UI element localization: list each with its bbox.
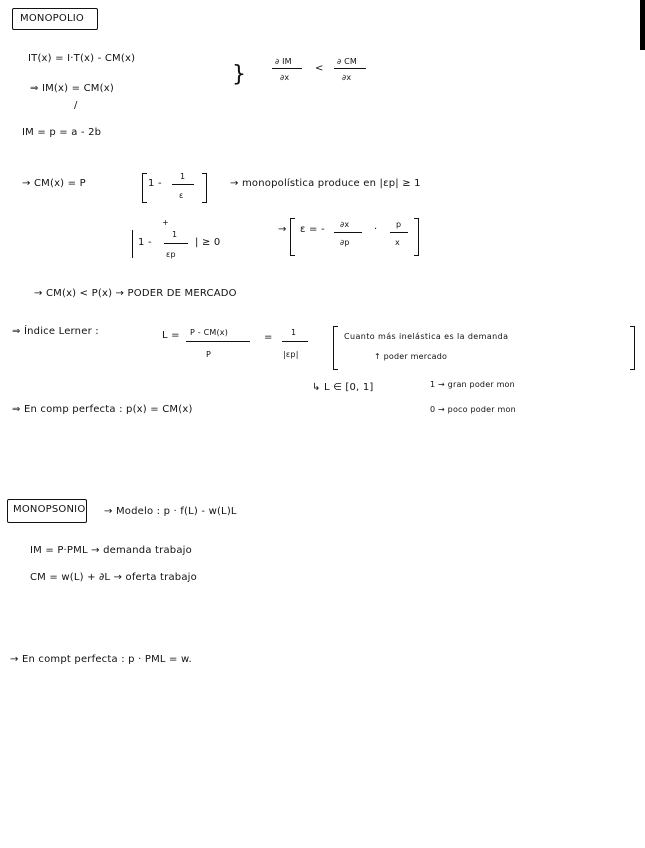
perfect-competition-2: → En compt perfecta : p · PML = w.: [10, 654, 192, 665]
note-bracket-left: [333, 326, 338, 370]
lerner-num2: 1: [291, 328, 297, 337]
frac-a-bar: [172, 184, 194, 185]
eps-dot: ·: [374, 224, 378, 235]
labor-demand: IM = P·PML → demanda trabajo: [30, 545, 192, 556]
bracket-left-a: [142, 173, 147, 203]
lerner-range: ↳ L ∈ [0, 1]: [312, 382, 374, 393]
abs-left: [132, 230, 133, 258]
equation-cm-p: → CM(x) = P: [22, 178, 86, 189]
bracket-right-eps: [414, 218, 419, 256]
bracket-right-a: [202, 173, 207, 203]
lerner-den: P: [206, 350, 212, 359]
eps-lhs: ε = -: [300, 224, 325, 235]
bracket-left-eps: [290, 218, 295, 256]
ineq-lhs-num: ∂ IM: [275, 57, 292, 66]
mark-slash: /: [74, 100, 78, 111]
lerner-num: P - CM(x): [190, 328, 229, 337]
note-power: ↑ poder mercado: [374, 352, 448, 361]
small-arrow: +: [162, 218, 169, 227]
one-minus-b: 1 -: [138, 237, 152, 248]
brace: }: [232, 62, 247, 87]
note-bracket-right: [630, 326, 635, 370]
lerner-L: L =: [162, 330, 180, 341]
ineq-rhs-num: ∂ CM: [337, 57, 357, 66]
frac-b-den: εp: [166, 250, 176, 259]
market-power: → CM(x) < P(x) → PODER DE MERCADO: [34, 288, 237, 299]
eps-bar: [334, 232, 362, 233]
lerner-high: 1 → gran poder mon: [430, 380, 515, 389]
abs-right-geq: | ≥ 0: [195, 237, 221, 248]
frac-a-den: ε: [179, 191, 184, 200]
ineq-rhs-bar: [334, 68, 366, 69]
ineq-rhs-den: ∂x: [342, 73, 352, 82]
equation-it: IT(x) = I·T(x) - CM(x): [28, 53, 136, 64]
frac-b-num: 1: [172, 230, 178, 239]
eps-bar2: [390, 232, 408, 233]
page-edge-mark: [640, 0, 645, 50]
equation-im-cm: ⇒ IM(x) = CM(x): [30, 83, 114, 94]
lerner-den2: |εp|: [283, 350, 299, 359]
perfect-competition-1: ⇒ En comp perfecta : p(x) = CM(x): [12, 404, 193, 415]
equation-im-p: IM = p = a - 2b: [22, 127, 102, 138]
note-inelastic: Cuanto más inelástica es la demanda: [344, 332, 509, 341]
monopoly-produces: → monopolística produce en |εp| ≥ 1: [230, 178, 421, 189]
lerner-index-label: ⇒ Índice Lerner :: [12, 326, 99, 337]
eps-den: ∂p: [340, 238, 350, 247]
eps-num2: p: [396, 220, 402, 229]
eps-arrow: →: [278, 224, 287, 235]
ineq-lhs-bar: [272, 68, 302, 69]
lerner-low: 0 → poco poder mon: [430, 405, 516, 414]
section-title-monopsonio: MONOPSONIO: [13, 504, 86, 515]
eps-den2: x: [395, 238, 400, 247]
section-title-monopolio: MONOPOLIO: [20, 13, 84, 24]
ineq-lhs-den: ∂x: [280, 73, 290, 82]
frac-a-num: 1: [180, 172, 186, 181]
monopsony-model: → Modelo : p · f(L) - w(L)L: [104, 506, 237, 517]
lerner-bar: [186, 341, 250, 342]
lerner-bar2: [282, 341, 308, 342]
ineq-op: <: [315, 63, 324, 74]
eps-num: ∂x: [340, 220, 350, 229]
frac-b-bar: [164, 243, 188, 244]
one-minus-a: 1 -: [148, 178, 162, 189]
lerner-eq: =: [264, 332, 273, 343]
labor-supply: CM = w(L) + ∂L → oferta trabajo: [30, 572, 197, 583]
